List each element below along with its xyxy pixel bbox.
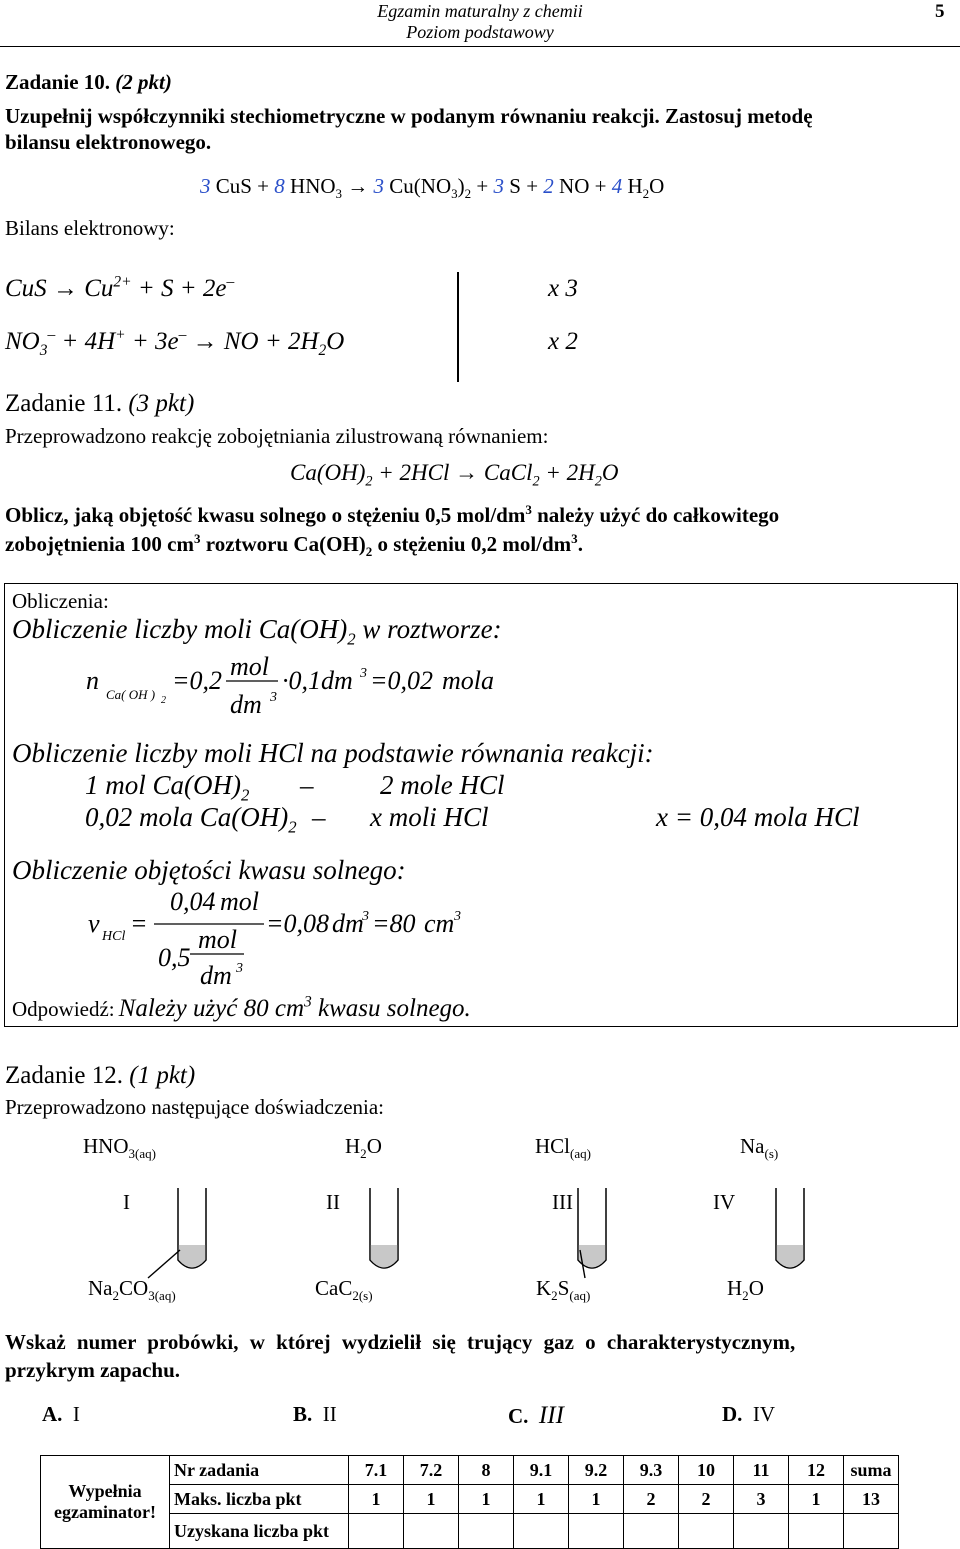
test-tube-2 (370, 1188, 398, 1268)
arrow-icon: → (455, 460, 479, 485)
coef-4: 3 (493, 174, 505, 198)
half-reaction-2: $NO_3^- + 4H^+ + 3e^-$ → NO + $2H_2O$ (5, 326, 345, 359)
task12-title: Zadanie 12. (1 pkt) (5, 1062, 196, 1089)
header-line1: Egzamin maturalny z chemii (377, 1, 583, 21)
obtained-points-cell[interactable] (404, 1514, 459, 1549)
obtained-points-cell[interactable] (349, 1514, 404, 1549)
max-points-cell: 1 (404, 1485, 459, 1514)
task-number-cell: 9.1 (514, 1456, 569, 1485)
svg-text:dm: dm (230, 690, 262, 719)
max-points-cell: 2 (679, 1485, 734, 1514)
coef-1: 3 (200, 174, 211, 198)
max-points-cell: 1 (789, 1485, 844, 1514)
svg-text:mol: mol (230, 652, 269, 681)
row-obtained-points-label: Uzyskana liczba pkt (170, 1514, 349, 1549)
max-points-cell: 3 (734, 1485, 789, 1514)
svg-text:dm: dm (200, 961, 232, 990)
max-points-cell: 13 (844, 1485, 899, 1514)
task11-question-line2: zobojętnienia 100 $cm^3$ roztworu $Ca(OH)_2$ o stężeniu 0,2 mol/$dm^3$. (5, 531, 583, 560)
task-number-cell: suma (844, 1456, 899, 1485)
task10-instruction-line2: bilansu elektronowego. (5, 130, 212, 154)
task-number-cell: 7.1 (349, 1456, 404, 1485)
svg-text:0,04: 0,04 (170, 887, 216, 916)
reagent-bottom-1: $Na_2CO_{3(aq)}$ (88, 1276, 176, 1304)
header-line2: Poziom podstawowy (406, 22, 554, 42)
option-b[interactable]: B. II (293, 1402, 337, 1426)
obtained-points-cell[interactable] (679, 1514, 734, 1549)
calc-step-3: Obliczenie objętości kwasu solnego: (12, 855, 406, 885)
coef-3: 3 (373, 174, 385, 198)
half-reaction-1: CuS → $Cu^{2+} + S + 2e^-$ (5, 273, 235, 302)
arrow-icon: → (52, 275, 78, 302)
obtained-points-cell[interactable] (514, 1514, 569, 1549)
formula-volume-hcl (80, 882, 500, 990)
obtained-points-cell[interactable] (734, 1514, 789, 1549)
header-title (300, 1, 660, 43)
svg-text:=: = (130, 909, 148, 938)
svg-text:=0,08: =0,08 (266, 909, 330, 938)
proportion-row-1-right: 2 mole HCl (380, 770, 505, 800)
option-d[interactable]: D. IV (722, 1402, 776, 1426)
half-reaction-2-multiplier: x 2 (548, 328, 578, 355)
reagent-top-3: HCl$_{(aq)}$ (535, 1134, 591, 1162)
reagent-bottom-2: CaC$_{2(s)}$ (315, 1276, 373, 1304)
answer-line: Odpowiedź: Należy użyć 80 $cm^3$ kwasu solnego. (12, 993, 471, 1022)
proportion-dash-1: – (300, 770, 314, 800)
proportion-row-2-right: x moli HCl (370, 802, 489, 832)
task12-intro: Przeprowadzono następujące doświadczenia: (5, 1095, 385, 1119)
coef-2: 8 (274, 174, 285, 198)
task-number-cell: 7.2 (404, 1456, 459, 1485)
proportion-row-1: 1 mol $Ca(OH)_2$ (85, 770, 250, 805)
task-number-cell: 11 (734, 1456, 789, 1485)
reagent-bottom-3: $K_2S_{(aq)}$ (536, 1276, 591, 1304)
svg-text:dm: dm (332, 909, 364, 938)
svg-text:Ca( OH ): Ca( OH ) (106, 687, 156, 702)
svg-text:mol: mol (198, 925, 237, 954)
task-number-cell: 9.3 (624, 1456, 679, 1485)
svg-text:·0,1dm: ·0,1dm (282, 666, 353, 695)
calc-step-2: Obliczenie liczby moli HCl na podstawie równania reakcji: (12, 738, 654, 768)
task10-equation: 3 CuS + 8 $HNO_3 \to 3$ $Cu(NO_3)_2 + 3$ S + 2 NO + 4 $H_2O$ (200, 174, 665, 202)
svg-text:cm: cm (424, 909, 455, 938)
max-points-cell: 1 (514, 1485, 569, 1514)
obtained-points-cell[interactable] (789, 1514, 844, 1549)
test-tube-4 (776, 1188, 804, 1268)
svg-text:mola: mola (442, 666, 494, 695)
svg-text:HCl: HCl (102, 929, 126, 944)
task10-instruction-line1: Uzupełnij współczynniki stechiometryczne w podanym równaniu reakcji. Zastosuj metodę (5, 104, 813, 128)
svg-text:3: 3 (362, 909, 369, 924)
max-points-cell: 1 (459, 1485, 514, 1514)
task11-equation: $Ca(OH)_2 + 2HCl$ → CaCl$_2$ + $2H_2O$ (290, 460, 619, 490)
bilans-label: Bilans elektronowy: (5, 216, 175, 240)
reagent-bottom-4: $H_2O$ (727, 1276, 764, 1304)
tube-label-4: IV (713, 1190, 736, 1214)
tube-label-3: III (552, 1190, 573, 1214)
arrow-icon: → (192, 328, 218, 355)
test-tubes-diagram (0, 1160, 960, 1280)
formula-n-caoh2 (70, 645, 530, 735)
svg-text:3: 3 (454, 909, 461, 924)
row-task-number-label: Nr zadania (170, 1456, 349, 1485)
svg-text:2: 2 (161, 695, 166, 706)
task-number-cell: 10 (679, 1456, 734, 1485)
obtained-points-cell[interactable] (844, 1514, 899, 1549)
task11-title: Zadanie 11. (3 pkt) (5, 390, 195, 417)
svg-text:=0,02: =0,02 (370, 666, 434, 695)
tube-label-1: I (123, 1190, 130, 1214)
svg-text:=80: =80 (372, 909, 416, 938)
calculation-label: Obliczenia: (12, 589, 109, 613)
arrow-icon: → (347, 174, 369, 198)
coef-5: 2 (543, 174, 554, 198)
coef-6: 4 (611, 174, 623, 198)
task-number-cell: 12 (789, 1456, 844, 1485)
bilans-divider (457, 272, 459, 382)
half-reaction-1-multiplier: x 3 (548, 275, 578, 302)
svg-text:0,5: 0,5 (158, 943, 191, 972)
task11-intro: Przeprowadzono reakcję zobojętniania zilustrowaną równaniem: (5, 424, 549, 448)
tube-label-2: II (326, 1190, 340, 1214)
proportion-row-2: 0,02 mola $Ca(OH)_2$ (85, 802, 297, 837)
task12-question-line2: przykrym zapachu. (5, 1358, 180, 1382)
reagent-top-2: $H_2O$ (345, 1134, 382, 1162)
task10-title: Zadanie 10. (2 pkt) (5, 70, 172, 94)
svg-text:3: 3 (270, 690, 277, 705)
row-max-points-label: Maks. liczba pkt (170, 1485, 349, 1514)
obtained-points-cell[interactable] (459, 1514, 514, 1549)
task-number-cell: 9.2 (569, 1456, 624, 1485)
proportion-dash-2: – (312, 802, 326, 832)
svg-text:3: 3 (360, 666, 367, 681)
option-a[interactable]: A. I (42, 1402, 80, 1426)
svg-text:n: n (86, 666, 99, 695)
svg-text:=0,2: =0,2 (172, 666, 223, 695)
option-c[interactable]: C. III (508, 1402, 564, 1429)
task-number-cell: 8 (459, 1456, 514, 1485)
test-tube-1 (178, 1188, 206, 1268)
reagent-top-1: $HNO_{3(aq)}$ (83, 1134, 156, 1162)
max-points-cell: 1 (349, 1485, 404, 1514)
svg-text:mol: mol (220, 887, 259, 916)
obtained-points-cell[interactable] (569, 1514, 624, 1549)
score-table (40, 1455, 899, 1549)
header-rule (0, 46, 960, 47)
task11-question-line1: Oblicz, jaką objętość kwasu solnego o stężeniu 0,5 mol/$dm^3$ należy użyć do całkowitego (5, 502, 780, 527)
examiner-label: Wypełnia egzaminator! (41, 1456, 170, 1549)
obtained-points-cell[interactable] (624, 1514, 679, 1549)
max-points-cell: 2 (624, 1485, 679, 1514)
hcl-moles-result: x = 0,04 mola HCl (656, 802, 860, 832)
calc-step-1: Obliczenie liczby moli $Ca(OH)_2$ w roztworze: (12, 614, 502, 649)
reagent-top-4: $Na_{(s)}$ (740, 1134, 779, 1162)
task12-question-line1: Wskaż numer probówki, w której wydzielił się trujący gaz o charakterystycznym, (5, 1330, 796, 1354)
svg-text:v: v (88, 909, 100, 938)
page-number: 5 (935, 1, 945, 22)
test-tube-3 (578, 1188, 606, 1268)
svg-text:3: 3 (236, 961, 243, 976)
max-points-cell: 1 (569, 1485, 624, 1514)
